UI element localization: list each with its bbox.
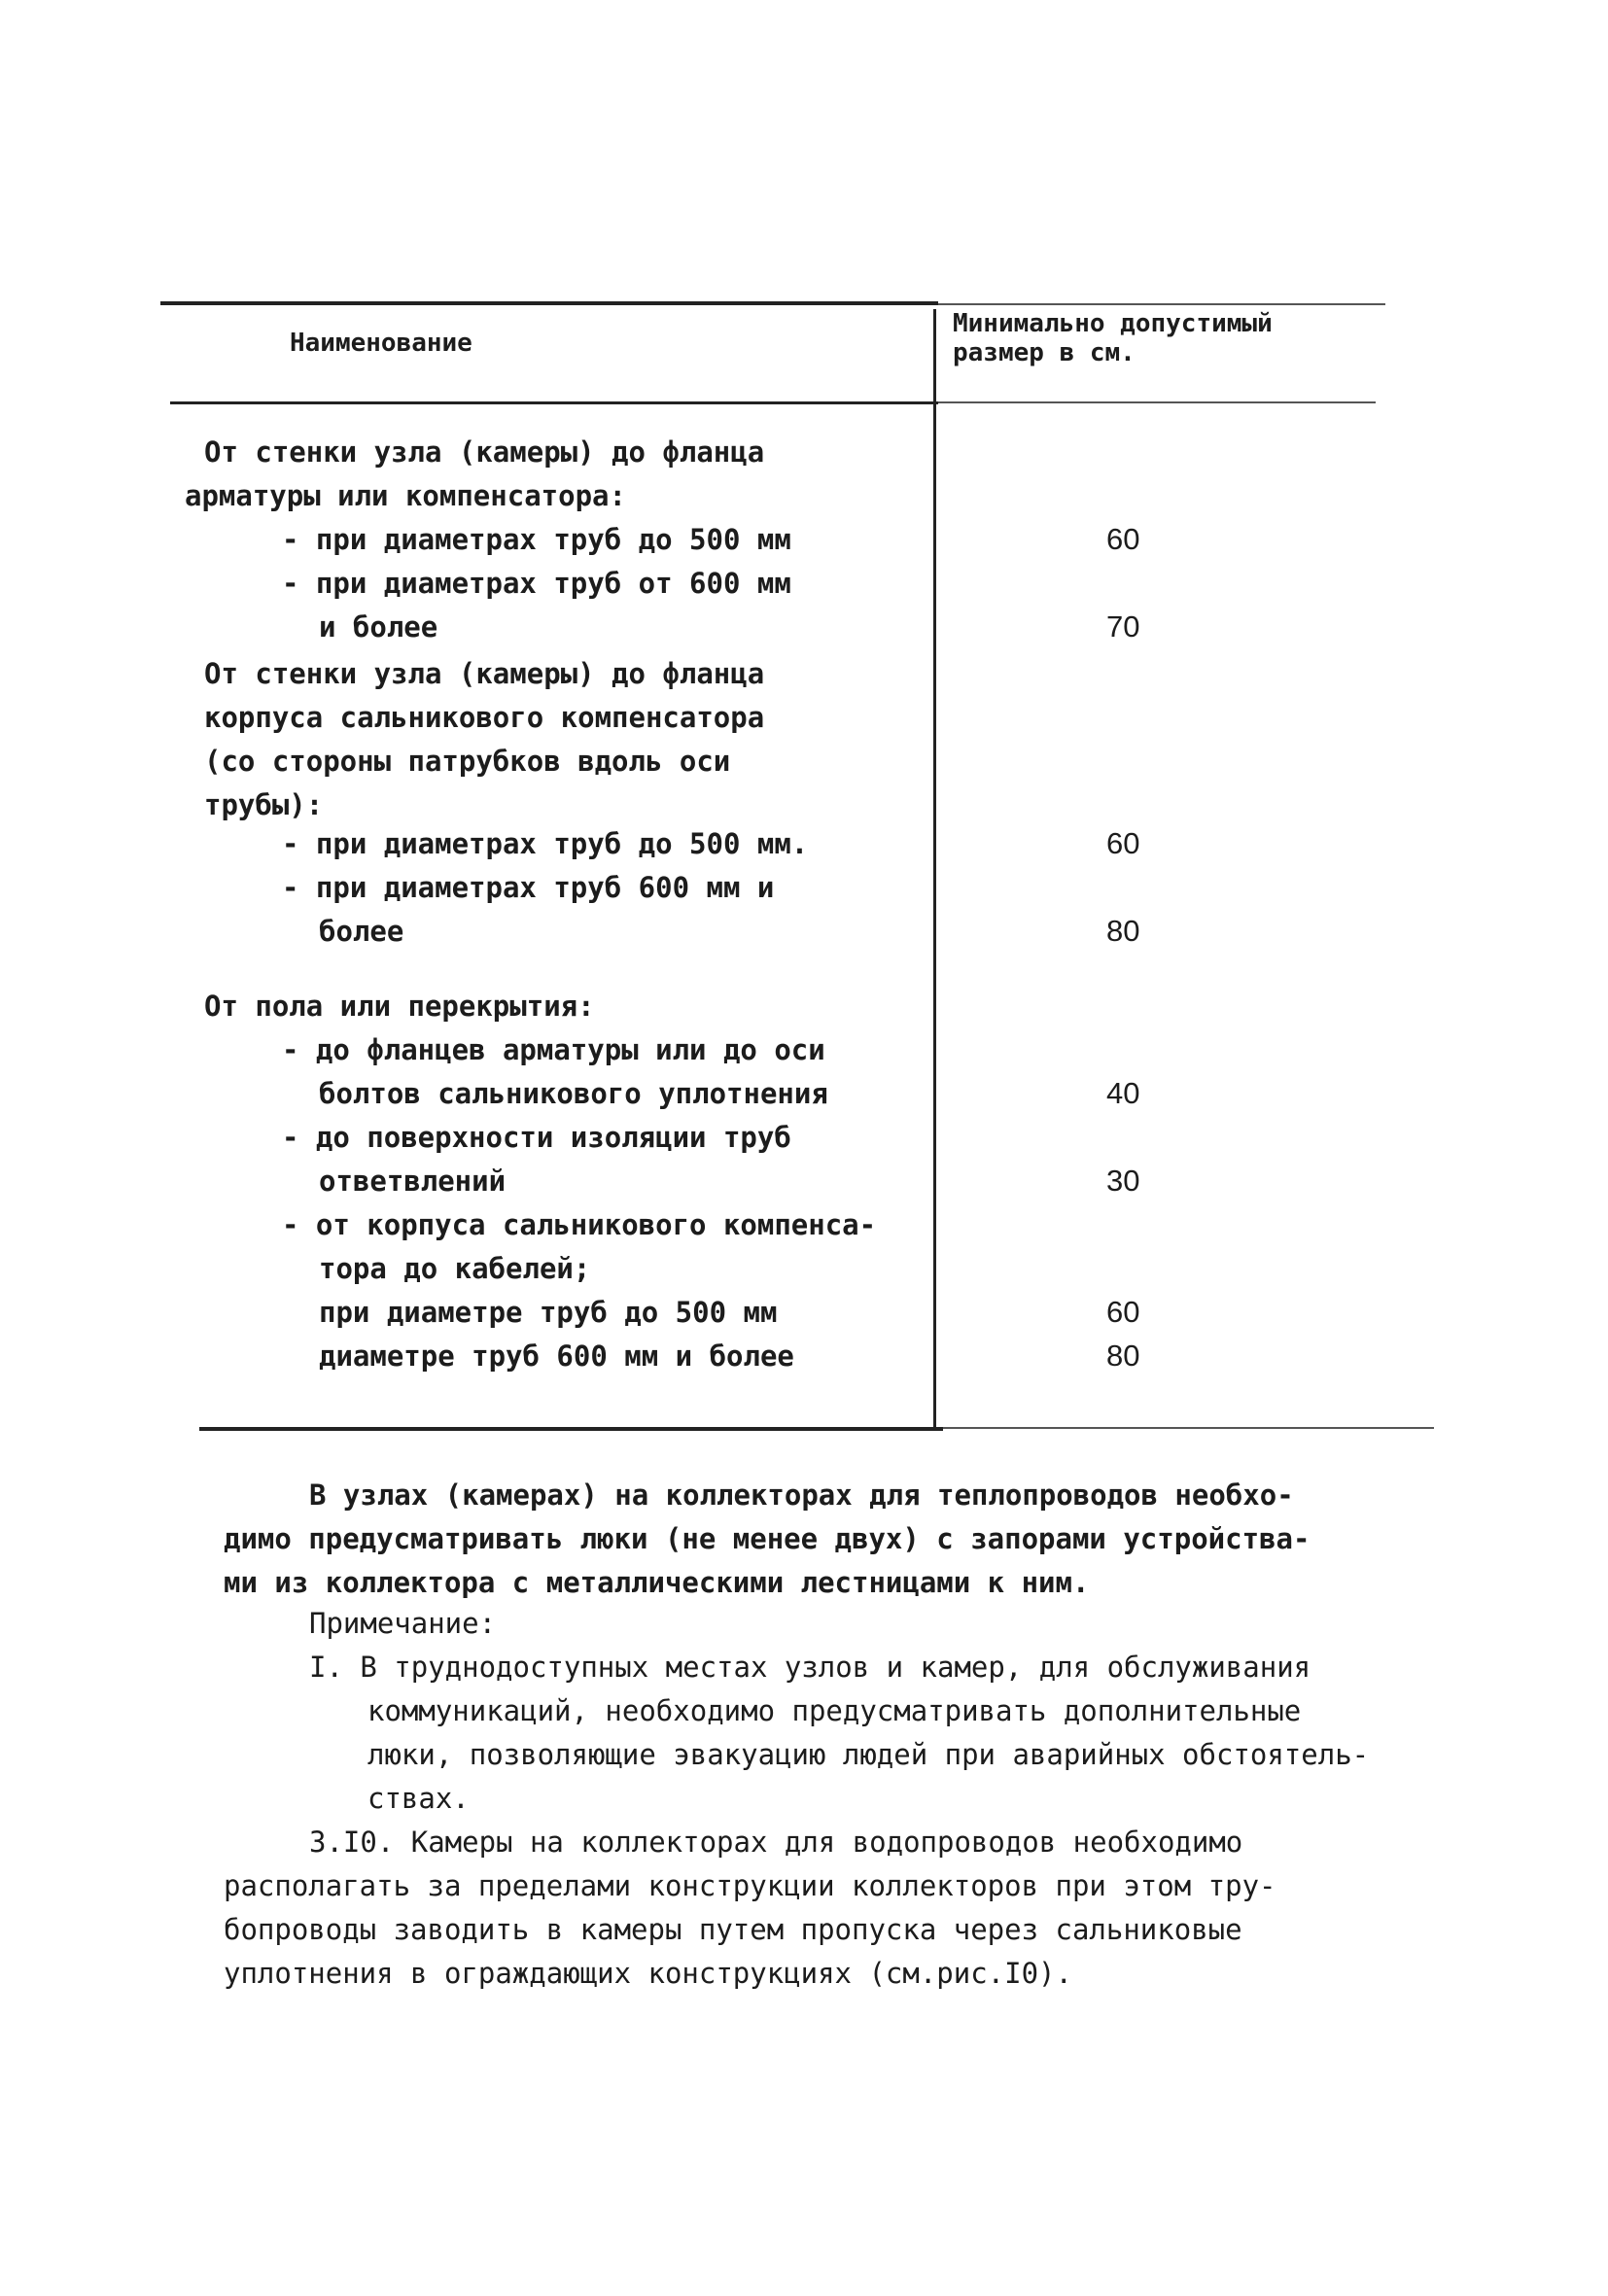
paragraph-line: бопроводы заводить в камеры путем пропуска через сальниковые	[224, 1913, 1242, 1946]
table-row-text: От стенки узла (камеры) до фланца	[204, 435, 765, 469]
table-row-text: тора до кабелей;	[319, 1252, 591, 1285]
paragraph-line: ми из коллектора с металлическими лестницами к ним.	[224, 1566, 1090, 1599]
table-row-value: 70	[1106, 609, 1140, 644]
table-column-divider	[933, 309, 936, 1427]
note-line: коммуникаций, необходимо предусматривать дополнительные	[367, 1694, 1302, 1727]
table-row-value: 80	[1106, 1339, 1140, 1373]
note-line: I. В труднодоступных местах узлов и камер, для обслуживания	[309, 1651, 1311, 1684]
table-row-text: диаметре труб 600 мм и более	[319, 1339, 794, 1373]
paragraph-line: уплотнения в ограждающих конструкциях (см.рис.I0).	[224, 1957, 1072, 1990]
table-row-text: ответвлений	[319, 1165, 507, 1198]
note-line: люки, позволяющие эвакуацию людей при аварийных обстоятель-	[367, 1738, 1370, 1771]
table-row-value: 80	[1106, 914, 1140, 948]
table-bottom-rule	[199, 1427, 943, 1431]
column-header-name: Наименование	[290, 329, 472, 358]
table-row-text: - при диаметрах труб от 600 мм	[282, 567, 791, 600]
table-row-text: арматуры или компенсатора:	[185, 479, 626, 512]
table-top-rule-right	[938, 303, 1385, 305]
note-line: ствах.	[367, 1782, 470, 1815]
paragraph-line: В узлах (камерах) на коллекторах для теплопроводов необхо-	[309, 1478, 1294, 1512]
table-row-text: и более	[319, 610, 438, 644]
table-row-text: - при диаметрах труб до 500 мм	[282, 523, 791, 556]
table-row-text: более	[319, 915, 404, 948]
table-bottom-rule-right	[943, 1427, 1434, 1429]
paragraph-line: располагать за пределами конструкции коллекторов при этом тру-	[224, 1869, 1276, 1902]
table-row-text: - до поверхности изоляции труб	[282, 1121, 791, 1154]
table-row-text: при диаметре труб до 500 мм	[319, 1296, 778, 1329]
table-row-value: 60	[1106, 1295, 1140, 1329]
table-row-value: 40	[1106, 1076, 1140, 1110]
paragraph-line: 3.I0. Камеры на коллекторах для водопроводов необходимо	[309, 1826, 1243, 1859]
table-row-text: болтов сальникового уплотнения	[319, 1077, 828, 1110]
paragraph-line: димо предусматривать люки (не менее двух) с запорами устройства-	[224, 1522, 1311, 1555]
table-header-rule	[170, 401, 938, 404]
table-row-value: 60	[1106, 522, 1140, 556]
table-row-text: - при диаметрах труб 600 мм и	[282, 871, 775, 904]
table-top-rule	[160, 301, 938, 305]
table-row-text: - от корпуса сальникового компенса-	[282, 1208, 877, 1241]
column-header-size: Минимально допустимый размер в см.	[953, 309, 1273, 367]
table-row-text: От пола или перекрытия:	[204, 990, 595, 1023]
table-row-value: 30	[1106, 1164, 1140, 1198]
table-row-text: - при диаметрах труб до 500 мм.	[282, 827, 809, 860]
table-row-text: (со стороны патрубков вдоль оси	[204, 745, 731, 778]
table-header-rule-right	[938, 401, 1376, 403]
table-row-text: трубы):	[204, 788, 324, 821]
table-row-text: От стенки узла (камеры) до фланца	[204, 657, 765, 690]
note-label: Примечание:	[309, 1607, 497, 1640]
table-row-text: - до фланцев арматуры или до оси	[282, 1033, 825, 1066]
table-row-value: 60	[1106, 826, 1140, 860]
table-row-text: корпуса сальникового компенсатора	[204, 701, 765, 734]
